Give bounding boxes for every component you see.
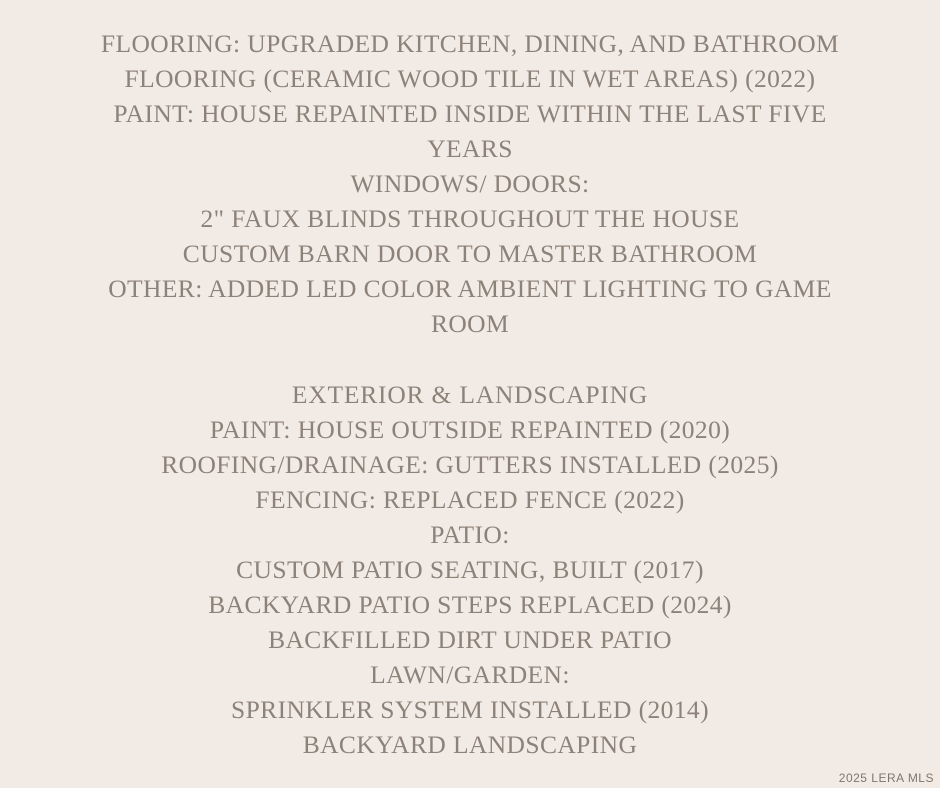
exterior-line-fencing: FENCING: REPLACED FENCE (2022) [255, 485, 685, 514]
exterior-line-paint: PAINT: HOUSE OUTSIDE REPAINTED (2020) [209, 415, 731, 444]
interior-line-blinds: 2" FAUX BLINDS THROUGHOUT THE HOUSE [200, 204, 740, 233]
interior-line-flooring: FLOORING: UPGRADED KITCHEN, DINING, AND BATHROOM FLOORING (CERAMIC WOOD TILE IN WET AREAS) (2022) [100, 29, 846, 93]
exterior-line-sprinkler: SPRINKLER SYSTEM INSTALLED (2014) [231, 695, 709, 724]
exterior-line-backfilled-dirt: BACKFILLED DIRT UNDER PATIO [268, 625, 672, 654]
exterior-landscaping-block [34, 377, 906, 762]
mls-watermark: 2025 LERA MLS [838, 771, 934, 785]
exterior-line-patio: PATIO: [430, 520, 510, 549]
interior-line-other: OTHER: ADDED LED COLOR AMBIENT LIGHTING TO GAME ROOM [108, 274, 839, 338]
interior-line-paint: PAINT: HOUSE REPAINTED INSIDE WITHIN THE LAST FIVE YEARS [113, 99, 833, 163]
exterior-line-patio-steps: BACKYARD PATIO STEPS REPLACED (2024) [208, 590, 732, 619]
exterior-section-heading: EXTERIOR & LANDSCAPING [291, 380, 649, 409]
interior-improvements-block [34, 26, 906, 341]
exterior-line-backyard-landscaping: BACKYARD LANDSCAPING [302, 730, 638, 759]
exterior-line-patio-seating: CUSTOM PATIO SEATING, BUILT (2017) [236, 555, 704, 584]
section-spacer [34, 341, 906, 377]
interior-line-windows-doors: WINDOWS/ DOORS: [350, 169, 590, 198]
interior-line-barn-door: CUSTOM BARN DOOR TO MASTER BATHROOM [182, 239, 758, 268]
exterior-line-roofing-drainage: ROOFING/DRAINAGE: GUTTERS INSTALLED (2025) [161, 450, 779, 479]
exterior-line-lawn-garden: LAWN/GARDEN: [370, 660, 570, 689]
